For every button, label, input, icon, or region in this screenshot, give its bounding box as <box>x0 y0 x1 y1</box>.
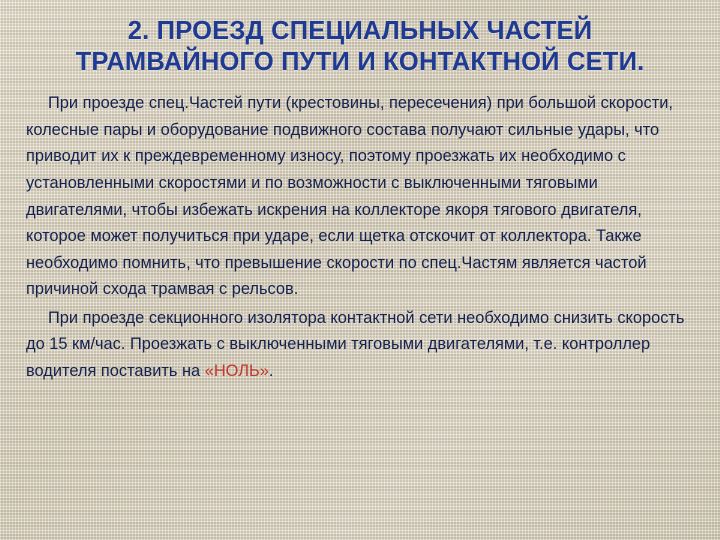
body-paragraph-2 <box>26 305 692 385</box>
body-paragraph-1: При проезде спец.Частей пути (крестовины, пересечения) при большой скорости, колесные пары и оборудование подвижного состава получают сильные удары, что приводит их к преждевременному износу, поэтому проезжать их необходимо с установленными скоростями и по возможности с выключенными тяговыми двигателями, чтобы избежать искрения на коллекторе якоря тягового двигателя, которое может получиться при ударе, если щетка отскочит от коллектора. Также необходимо помнить, что превышение скорости по спец.Частям является частой причиной схода трамвая с рельсов. <box>26 94 673 299</box>
slide-title: 2. ПРОЕЗД СПЕЦИАЛЬНЫХ ЧАСТЕЙ ТРАМВАЙНОГО ПУТИ И КОНТАКТНОЙ СЕТИ. <box>75 17 645 77</box>
paragraph-2-text-end: . <box>268 362 274 380</box>
paragraph-2-text-start: При проезде секционного изолятора контактной сети необходимо снизить скорость до 15 км/час. Проезжать с выключенными тяговыми двигателями, т.е. контроллер водителя поставить на <box>26 308 685 380</box>
paragraph-2-accent-word: «НОЛЬ» <box>204 362 269 380</box>
slide-body <box>16 90 704 384</box>
